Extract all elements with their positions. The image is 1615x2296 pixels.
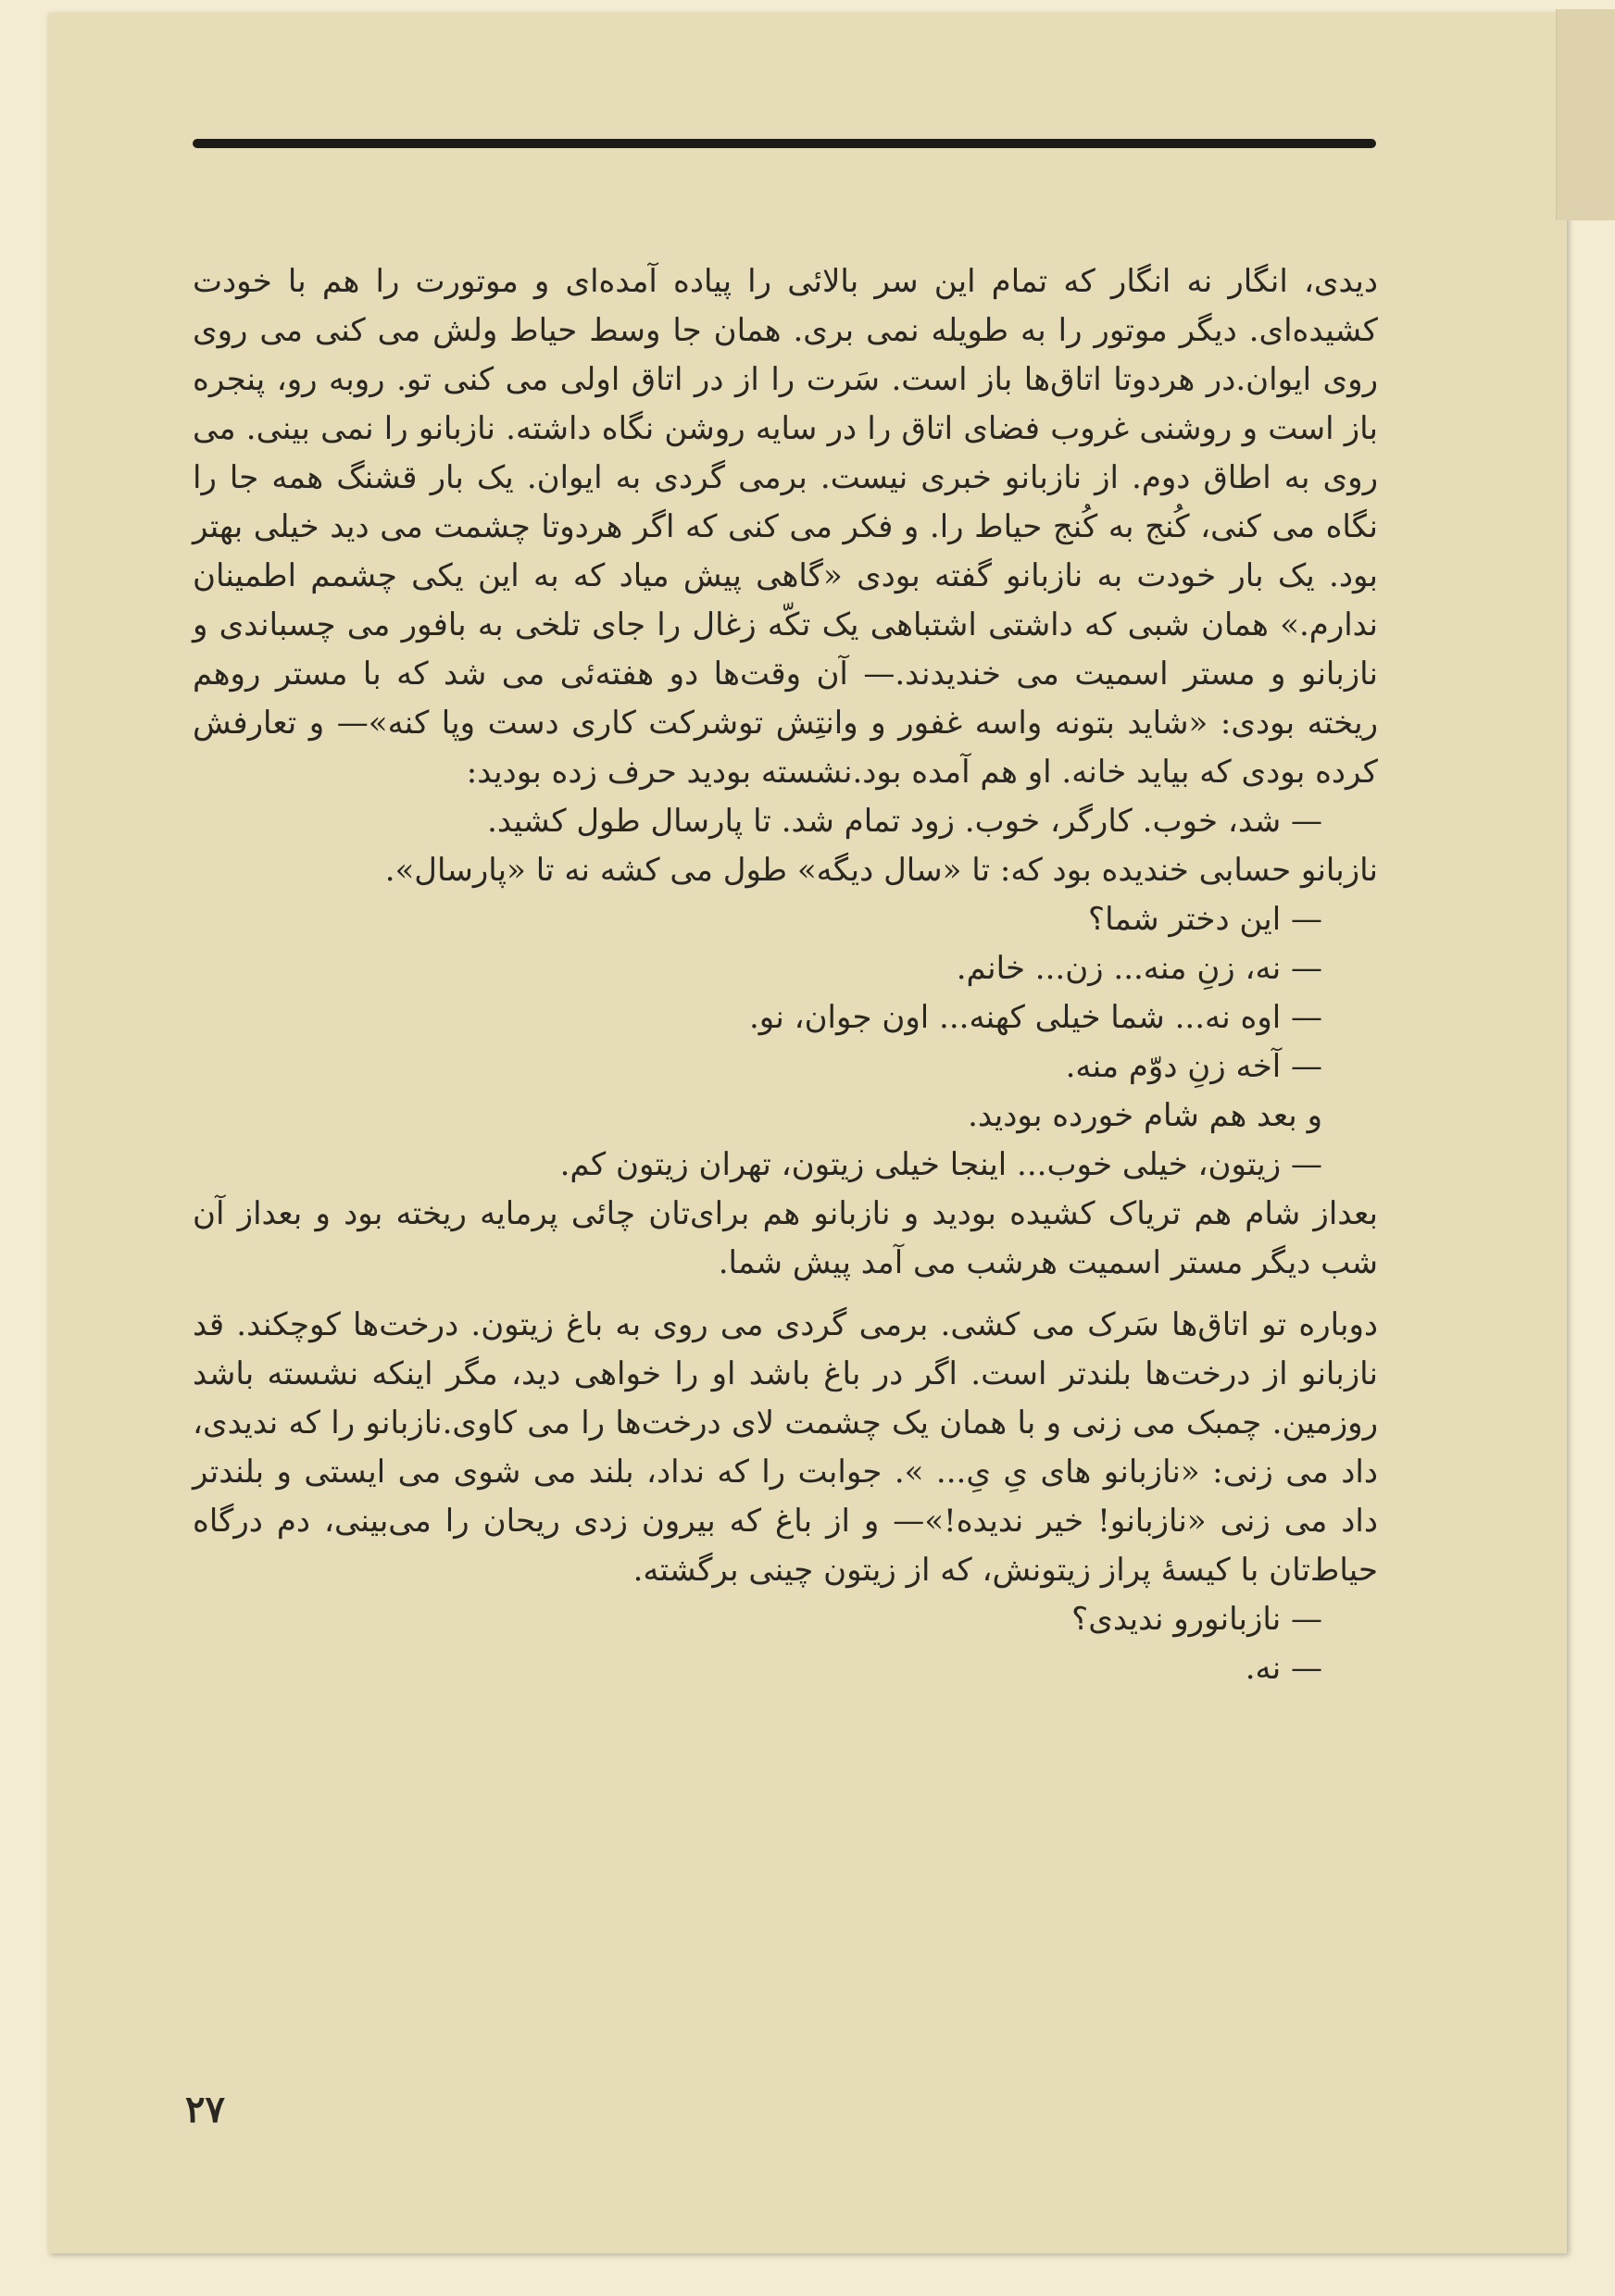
page-tab-edge — [1556, 9, 1615, 220]
dialogue-line: — اوه نه... شما خیلی کهنه... اون جوان، نو. — [748, 999, 1322, 1036]
dialogue-line: — نه، زنِ منه... زن... خانم. — [956, 950, 1322, 987]
dialogue-line: — نازبانورو ندیدی؟ — [1071, 1601, 1322, 1638]
dialogue-line: — شد، خوب. کارگر، خوب. زود تمام شد. تا پارسال طول کشید. — [487, 803, 1322, 840]
narration-line: نازبانو حسابی خندیده بود که: تا «سال دیگه» طول می کشه نه تا «پارسال». — [384, 852, 1378, 889]
narration-line: و بعد هم شام خورده بودید. — [968, 1097, 1322, 1134]
paragraph-1: دیدی، انگار نه انگار که تمام این سر بالائی را پیاده آمده‌ای و موتورت را هم با خودت کشیده‌ای. دیگر موتور را به طویله نمی بری. همان جا وسط حیاط ولش می کنی می روی روی ایوان.در هردوتا اتاق‌ها باز است. سَرت را از در اتاق اولی می کنی تو. روبه رو، پنجره باز است و روشنی غروب فضای اتاق را در سایه روشن نگاه داشته. نازبانو را نمی بینی. می روی به اطاق دوم. از نازبانو خبری نیست. برمی گردی به ایوان. یک بار قشنگ همه جا را نگاه می کنی، کُنج به کُنج حیاط را. و فکر می کنی که اگر هردوتا چشمت می دید خیلی بهتر بود. یک بار خودت به نازبانو گفته بودی «گاهی پیش میاد که به این یکی چشمم اطمینان ندارم.» همان شبی که داشتی اشتباهی یک تکّه زغال را جای تلخی به بافور می چسباندی و نازبانو و مستر اسمیت می خندیدند.— آن وقت‌ها دو هفته‌ئی می شد که با مستر روهم ریخته بودی: «شاید بتونه واسه غفور و وانتِش توشرکت کاری دست وپا کنه»— و تعارفش کرده بودی که بیاید خانه. او هم آمده بود.نشسته بودید حرف زده بودید: — [193, 263, 1378, 791]
dialogue-line: — آخه زنِ دوّم منه. — [1065, 1048, 1322, 1085]
dialogue-line: — زیتون، خیلی خوب... اینجا خیلی زیتون، تهران زیتون کم. — [559, 1146, 1322, 1183]
page-number: ۲۷ — [185, 2088, 225, 2131]
header-rule — [193, 139, 1376, 148]
dialogue-line: — نه. — [1245, 1650, 1322, 1687]
body-text — [193, 257, 1378, 1693]
paragraph-2: بعداز شام هم تریاک کشیده بودید و نازبانو هم برای‌تان چائی پرمایه ریخته بود و بعداز آن شب دیگر مستر اسمیت هرشب می آمد پیش شما. — [193, 1195, 1378, 1281]
dialogue-line: — این دختر شما؟ — [1088, 901, 1322, 938]
paragraph-3: دوباره تو اتاق‌ها سَرک می کشی. برمی گردی می روی به باغ زیتون. درخت‌ها کوچکند. قد نازبانو از درخت‌ها بلندتر است. اگر در باغ باشد او را خواهی دید، مگر اینکه نشسته باشد روزمین. چمبک می زنی و با همان یک چشمت لای درخت‌ها را می کاوی.نازبانو را که ندیدی، داد می زنی: «نازبانو های یِ یِ... ». جوابت را که نداد، بلند می شوی می ایستی و بلندتر داد می زنی «نازبانو! خیر ندیده!»— و از باغ که بیرون زدی ریحان را می‌بینی، دم درگاه حیاط‌تان با کیسهٔ پراز زیتونش، که از زیتون چینی برگشته. — [193, 1306, 1378, 1589]
